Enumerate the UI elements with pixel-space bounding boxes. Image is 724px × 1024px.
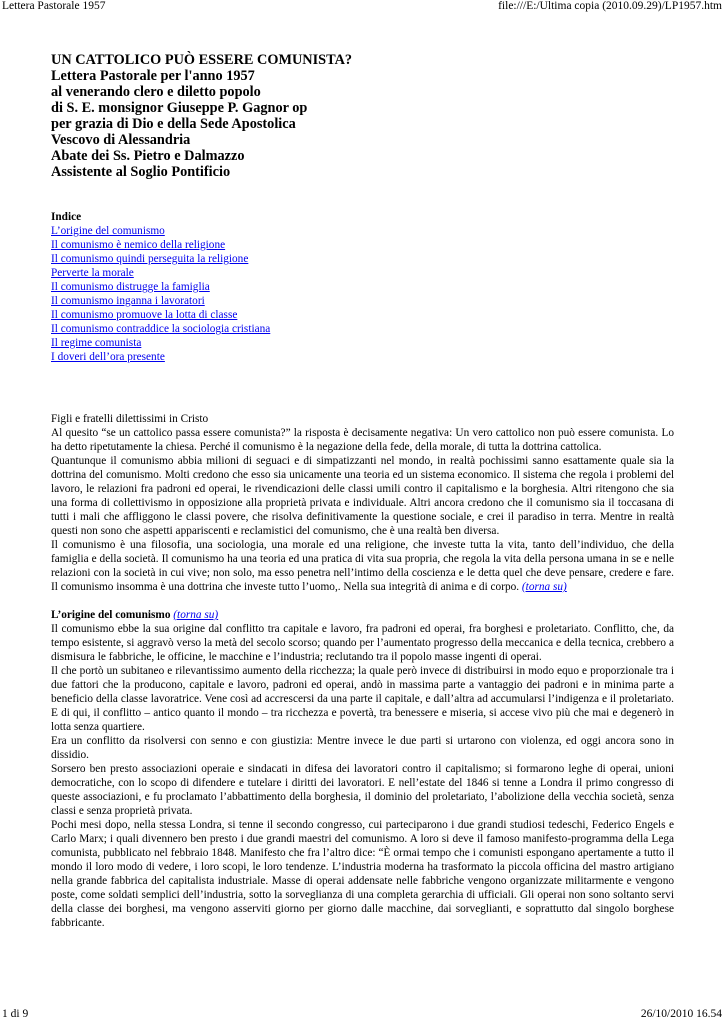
toc-link-origine[interactable]: L’origine del comunismo — [51, 225, 165, 237]
print-header — [2, 0, 722, 13]
section-heading — [51, 608, 674, 622]
intro-section — [51, 412, 674, 594]
title-line: per grazia di Dio e della Sede Apostolica — [51, 116, 296, 132]
back-to-top-link[interactable]: (torna su) — [521, 581, 567, 593]
title-line: di S. E. monsignor Giuseppe P. Gagnor op — [51, 100, 308, 116]
paragraph: Sorsero ben presto associazioni operaie e sindacati in difesa dei lavoratori contro il capitalismo; si formarono leghe di operai, unioni democratiche, con lo scopo di difendere e tutelare i diritti dei lavoratori. E nell’estate del 1846 si tenne a Londra il primo congresso di queste associazioni, e fu proclamato l’abbattimento della borghesia, il dominio del proletariato, l’abolizione della vecchia società, senza classi e senza proprietà privata. — [51, 763, 674, 817]
paragraph: Al quesito “se un cattolico passa essere comunista?” la risposta è decisamente negativa: Un vero cattolico non può essere comunista. Lo ha detto ripetutamente la chiesa. Perché il comunismo è la negazione della fede, della morale, di tutta la dottrina cattolica. — [51, 427, 674, 453]
toc-link-doveri-ora-presente[interactable]: I doveri dell’ora presente — [51, 351, 165, 363]
print-timestamp: 26/10/2010 16.54 — [640, 1008, 722, 1020]
print-footer — [2, 1008, 722, 1021]
paragraph: Il comunismo ebbe la sua origine dal conflitto tra capitale e lavoro, fra padroni ed operai, fra borghesi e proletariato. Conflitto, che, da tempo esistente, si aggravò verso la metà del secolo scorso; quando per l’aumentato progresso della meccanica e della tecnica, crebbero a dismisura le fabbriche, le officine, le macchine e l’industria; reclutando tra il popolo masse ingenti di operai. — [51, 623, 674, 663]
section-origine — [51, 608, 674, 930]
toc-link-nemico-religione[interactable]: Il comunismo è nemico della religione — [51, 239, 226, 251]
title-line: al venerando clero e diletto popolo — [51, 84, 261, 100]
toc-link-lotta-classe[interactable]: Il comunismo promuove la lotta di classe — [51, 309, 238, 321]
paragraph — [51, 538, 674, 594]
toc-link-regime-comunista[interactable]: Il regime comunista — [51, 337, 142, 349]
greeting: Figli e fratelli dilettissimi in Cristo — [51, 413, 209, 425]
toc-link-perverte-morale[interactable]: Perverte la morale — [51, 267, 134, 279]
title-line: Lettera Pastorale per l'anno 1957 — [51, 68, 255, 84]
print-header-title: Lettera Pastorale 1957 — [2, 0, 106, 12]
title-block — [51, 52, 674, 180]
section-title: L’origine del comunismo — [51, 609, 171, 621]
paragraph: Quantunque il comunismo abbia milioni di seguaci e di simpatizzanti nel mondo, in realtà pochissimi sanno esattamente quale sia la dottrina del comunismo. Molti credono che esso sia unicamente una teoria ed un sistema economico. Il sistema che regola i problemi del lavoro, le relazioni fra padroni ed operai, le rivendicazioni delle classi umili contro il capitalismo e la borghesia. Altri ritengono che sia una forma di collettivismo in opposizione alla proprietà privata e individuale. Altri ancora credono che il comunismo sia il toccasana di tutti i mali che affliggono le classi povere, che risolva definitivamente la questione sociale, e crei il paradiso in terra. Mentre in realtà questi non sono che aspetti appariscenti e reclamistici del comunismo, che è una realtà ben diversa. — [51, 455, 674, 537]
toc-link-sociologia-cristiana[interactable]: Il comunismo contraddice la sociologia cristiana — [51, 323, 271, 335]
paragraph: Pochi mesi dopo, nella stessa Londra, si tenne il secondo congresso, cui parteciparono i due grandi studiosi tedeschi, Federico Engels e Carlo Marx; i quali divennero ben presto i due grandi maestri del comunismo. A loro si deve il famoso manifesto-programma della Lega comunista, pubblicato nel febbraio 1848. Manifesto che fra l’altro dice: “È ormai tempo che i comunisti espongano apertamente a tutto il mondo il loro modo di vedere, i loro scopi, le loro tendenze. L’industria moderna ha trasformato la piccola officina del mastro artigiano nella grande fabbrica del capitalista industriale. Masse di operai addensate nelle fabbriche vengono organizzate militarmente e vengono poste, come soldati semplici dell’industria, sotto la sorveglianza di una completa gerarchia di ufficiali. Gli operai non sono soltanto servi della classe dei borghesi, ma vengono asserviti giorno per giorno dalle macchine, dai sorveglianti, e soprattutto dal singolo borghese fabbricante. — [51, 819, 674, 929]
paragraph-text: Il comunismo è una filosofia, una sociologia, una morale ed una religione, che investe tutta la vita, tanto dell’individuo, che della famiglia e della società. Il comunismo ha una teoria ed una pratica di vita sua propria, che regola la vita della persona umana in se e nelle relazioni con la società in cui vive; non solo, ma esso penetra nell’intimo della coscienza e le detta quel che deve pensare, credere e fare. Il comunismo insomma è una dottrina che investe tutto l’uomo,. Nella sua integrità di anima e di corpo. — [51, 539, 674, 593]
title-line: Abate dei Ss. Pietro e Dalmazzo — [51, 148, 245, 164]
document-body — [51, 52, 674, 930]
print-header-url: file:///E:/Ultima copia (2010.09.29)/LP1957.htm — [498, 0, 722, 12]
table-of-contents — [51, 210, 674, 364]
title-line: Assistente al Soglio Pontificio — [51, 164, 231, 180]
paragraph: Era un conflitto da risolversi con senno e con giustizia: Mentre invece le due parti si urtarono con violenza, ed oggi ancora sono in dissidio. — [51, 735, 674, 761]
document-title: UN CATTOLICO PUÒ ESSERE COMUNISTA? — [51, 52, 353, 68]
index-heading: Indice — [51, 211, 82, 223]
back-to-top-link[interactable]: (torna su) — [173, 609, 219, 621]
toc-link-perseguita-religione[interactable]: Il comunismo quindi perseguita la religione — [51, 253, 249, 265]
paragraph: Il che portò un subitaneo e rilevantissimo aumento della ricchezza; la quale però invece di distribuirsi in modo equo e proporzionale tra i due fattori che la producono, capitale e lavoro, padroni ed operai, andò in massima parte a vantaggio dei padroni e in minima parte a beneficio della classe lavoratrice. Vene così ad accrescersi da una parte il capitale, e dall’altra ad accumularsi l’indigenza e il proletariato. E di qui, il conflitto – antico quanto il mondo – tra ricchezza e povertà, tra benessere e miseria, si accese vivo più che mai e degenerò in lotta senza quartiere. — [51, 665, 674, 733]
page-number: 1 di 9 — [2, 1008, 29, 1020]
toc-link-distrugge-famiglia[interactable]: Il comunismo distrugge la famiglia — [51, 281, 210, 293]
title-line: Vescovo di Alessandria — [51, 132, 191, 148]
toc-link-inganna-lavoratori[interactable]: Il comunismo inganna i lavoratori — [51, 295, 205, 307]
